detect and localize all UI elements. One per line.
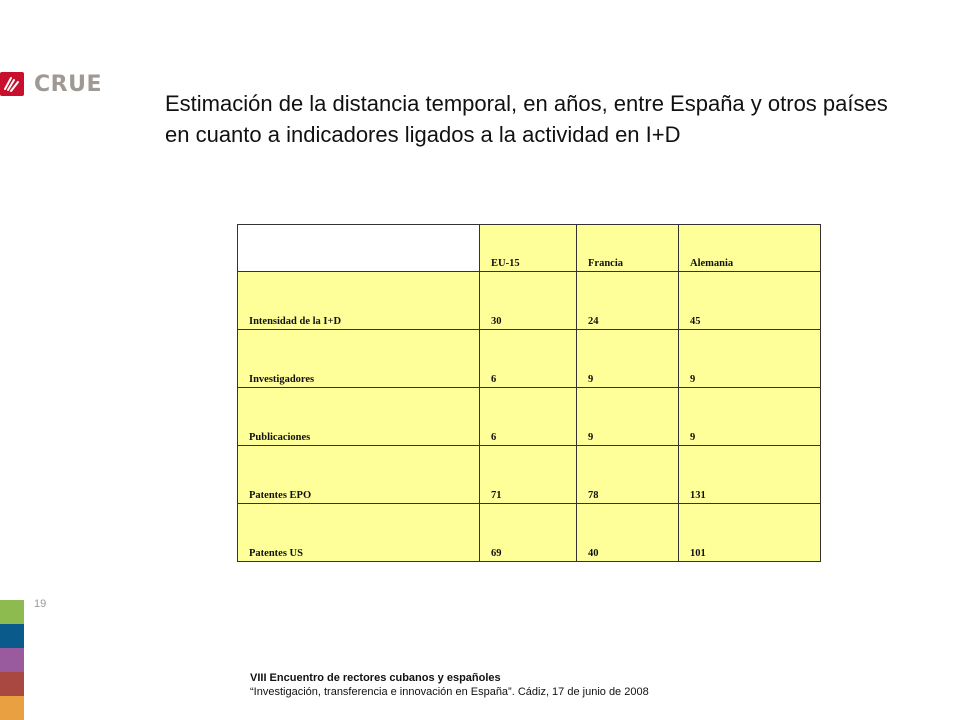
logo-text: CRUE bbox=[34, 72, 102, 97]
header-cell-francia: Francia bbox=[577, 225, 679, 272]
table-cell: 9 bbox=[679, 330, 821, 388]
table-row bbox=[238, 504, 821, 562]
color-stripe-1 bbox=[0, 600, 24, 624]
table-cell: 24 bbox=[577, 272, 679, 330]
table-row bbox=[238, 446, 821, 504]
table-cell: 6 bbox=[480, 330, 577, 388]
table-row bbox=[238, 272, 821, 330]
color-stripe-3 bbox=[0, 648, 24, 672]
page-number: 19 bbox=[34, 598, 47, 610]
header-cell-alemania: Alemania bbox=[679, 225, 821, 272]
header-corner-cell bbox=[238, 225, 480, 272]
row-label: Patentes EPO bbox=[238, 446, 480, 504]
indicators-table bbox=[237, 224, 821, 562]
slide-title: Estimación de la distancia temporal, en años, entre España y otros países en cuanto a indicadores ligados a la actividad en I+D bbox=[165, 91, 888, 147]
row-label: Publicaciones bbox=[238, 388, 480, 446]
header-cell-eu15: EU-15 bbox=[480, 225, 577, 272]
table-cell: 9 bbox=[577, 388, 679, 446]
row-label: Intensidad de la I+D bbox=[238, 272, 480, 330]
color-stripe-5 bbox=[0, 696, 24, 720]
table-cell: 9 bbox=[577, 330, 679, 388]
crue-emblem-icon bbox=[0, 72, 24, 96]
table-row bbox=[238, 330, 821, 388]
table-cell: 131 bbox=[679, 446, 821, 504]
crue-logo bbox=[0, 70, 110, 100]
color-stripe-2 bbox=[0, 624, 24, 648]
footer bbox=[250, 671, 649, 699]
table-cell: 30 bbox=[480, 272, 577, 330]
table-header-row bbox=[238, 225, 821, 272]
color-stripe-4 bbox=[0, 672, 24, 696]
table-cell: 78 bbox=[577, 446, 679, 504]
row-label: Investigadores bbox=[238, 330, 480, 388]
table-cell: 69 bbox=[480, 504, 577, 562]
footer-event-subtitle: “Investigación, transferencia e innovación en España”. Cádiz, 17 de junio de 2008 bbox=[250, 686, 649, 698]
row-label: Patentes US bbox=[238, 504, 480, 562]
footer-event-title: VIII Encuentro de rectores cubanos y españoles bbox=[250, 672, 501, 684]
table-cell: 6 bbox=[480, 388, 577, 446]
table-cell: 71 bbox=[480, 446, 577, 504]
table-cell: 101 bbox=[679, 504, 821, 562]
table-cell: 40 bbox=[577, 504, 679, 562]
table-row bbox=[238, 388, 821, 446]
table-cell: 9 bbox=[679, 388, 821, 446]
table-cell: 45 bbox=[679, 272, 821, 330]
